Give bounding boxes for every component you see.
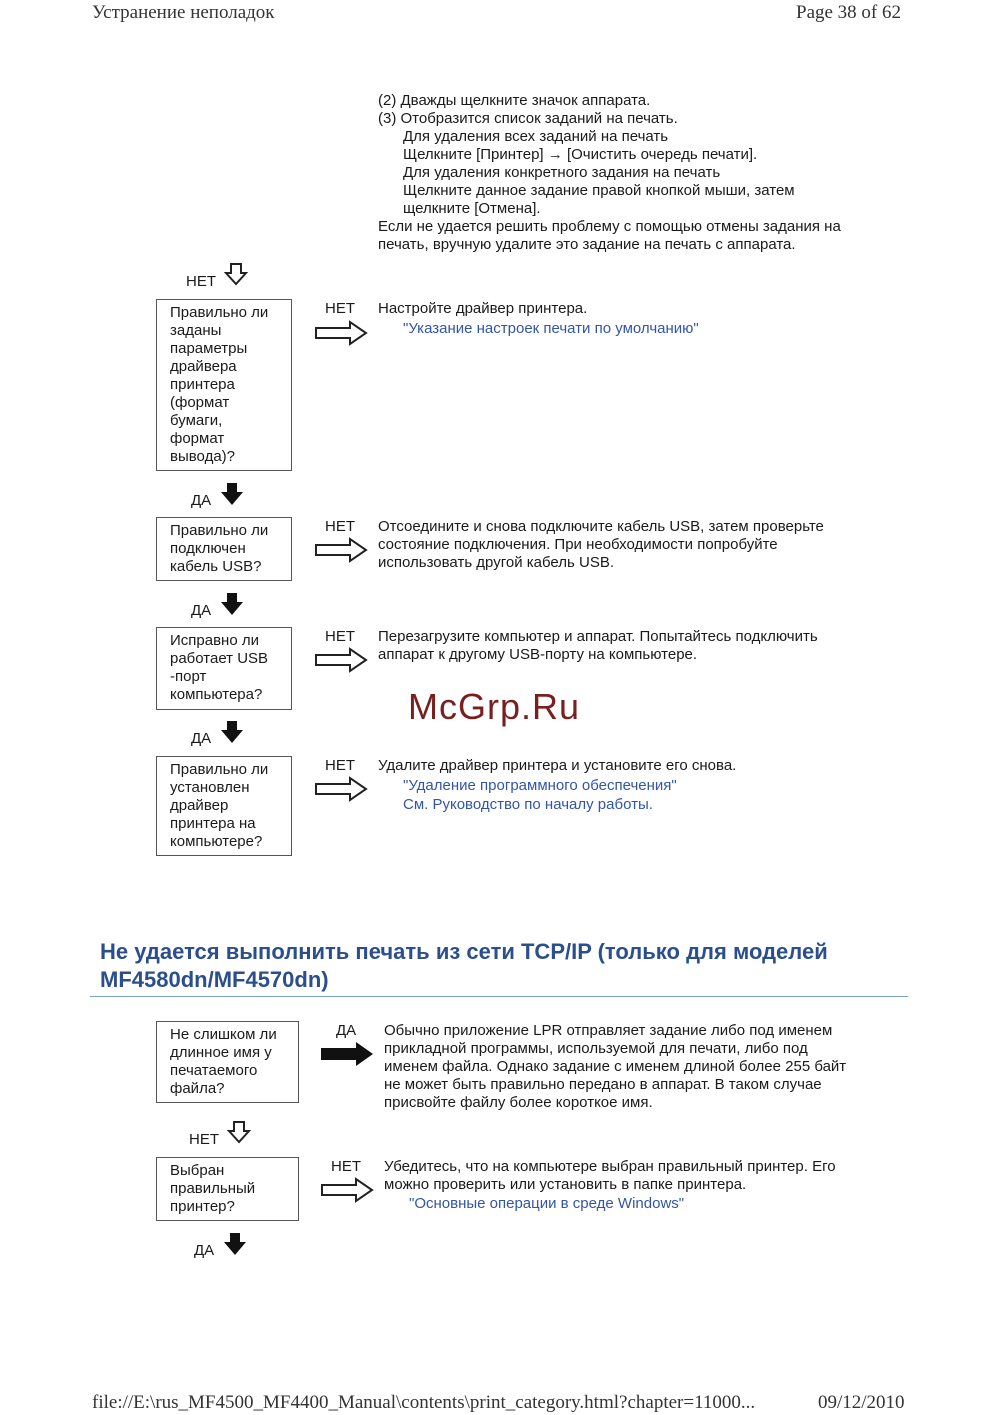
answer-block [384, 1158, 836, 1213]
question-box [156, 299, 292, 471]
answer-line: использовать другой кабель USB. [378, 554, 615, 571]
answer-block [378, 628, 818, 664]
step-line: Щелкните [Принтер] → [Очистить очередь печати]. [403, 146, 758, 163]
answer-line: Убедитесь, что на компьютере выбран правильный принтер. Его [384, 1158, 836, 1175]
no-label: НЕТ [325, 518, 355, 535]
hollow-right-arrow-icon [314, 647, 368, 673]
section-title: Не удается выполнить печать из сети TCP/IP (только для моделей MF4580dn/MF4570dn) [100, 939, 828, 992]
step-line: Если не удается решить проблему с помощью отмены задания на [378, 218, 841, 235]
answer-line: можно проверить или установить в папке принтера. [384, 1176, 747, 1193]
footer-file-path: file://E:\rus_MF4500_MF4400_Manual\contents\print_category.html?chapter=11000... [92, 1392, 756, 1413]
question-line: Правильно ли [170, 522, 269, 539]
question-line: файла? [170, 1080, 225, 1097]
question-line: печатаемого [170, 1062, 258, 1079]
yes-label: ДА [194, 1242, 215, 1259]
question-line: формат [170, 430, 225, 447]
section-divider [90, 996, 908, 997]
no-label: НЕТ [189, 1131, 219, 1148]
yes-label: ДА [336, 1022, 357, 1039]
watermark: McGrp.Ru [408, 686, 581, 727]
question-box [156, 756, 292, 856]
question-line: параметры [170, 340, 248, 357]
question-line: вывода)? [170, 448, 235, 465]
yes-label: ДА [191, 492, 212, 509]
question-line: -порт [170, 668, 207, 685]
question-line: Правильно ли [170, 304, 269, 321]
top-steps [378, 92, 841, 254]
step-line: Щелкните данное задание правой кнопкой мыши, затем [403, 182, 795, 199]
question-line: работает USB [170, 650, 269, 667]
page-number: Page 38 of 62 [796, 2, 902, 23]
question-line: (формат [170, 394, 230, 411]
question-line: Выбран [170, 1162, 225, 1179]
answer-line: Удалите драйвер принтера и установите его снова. [378, 757, 737, 774]
question-box [156, 627, 292, 710]
solid-right-arrow-icon [320, 1041, 374, 1067]
solid-down-arrow-icon [220, 482, 244, 506]
default-print-settings-link[interactable]: "Указание настроек печати по умолчанию" [403, 320, 699, 337]
hollow-down-arrow-icon [227, 1120, 251, 1144]
answer-block [378, 300, 699, 338]
step-line: печать, вручную удалите это задание на печать с аппарата. [378, 236, 796, 253]
hollow-right-arrow-icon [320, 1177, 374, 1203]
getting-started-guide-link[interactable]: См. Руководство по началу работы. [403, 796, 653, 813]
question-box [156, 1021, 299, 1103]
question-line: драйвер [170, 797, 229, 814]
answer-line: именем файла. Однако задание с именем длиной более 255 байт [384, 1058, 847, 1075]
question-line: Исправно ли [170, 632, 259, 649]
page-header-title: Устранение неполадок [92, 2, 275, 23]
step-line: щелкните [Отмена]. [403, 200, 541, 217]
question-line: драйвера [170, 358, 237, 375]
yes-label: ДА [191, 602, 212, 619]
hollow-right-arrow-icon [314, 776, 368, 802]
question-line: длинное имя у [170, 1044, 272, 1061]
answer-line: Настройте драйвер принтера. [378, 300, 588, 317]
step-line: (2) Дважды щелкните значок аппарата. [378, 92, 651, 109]
hollow-right-arrow-icon [314, 537, 368, 563]
answer-line: Отсоедините и снова подключите кабель USB, затем проверьте [378, 518, 824, 535]
footer-date: 09/12/2010 [818, 1392, 905, 1413]
answer-line: Перезагрузите компьютер и аппарат. Попытайтесь подключить [378, 628, 818, 645]
step-line: Для удаления конкретного задания на печать [403, 164, 721, 181]
question-line: правильный [170, 1180, 256, 1197]
answer-line: прикладной программы, используемой для печати, либо под [384, 1040, 808, 1057]
answer-line: присвойте файлу более короткое имя. [384, 1094, 653, 1111]
question-line: принтера [170, 376, 235, 393]
hollow-right-arrow-icon [314, 320, 368, 346]
question-line: Правильно ли [170, 761, 269, 778]
question-line: подключен [170, 540, 246, 557]
hollow-down-arrow-icon [224, 262, 248, 286]
question-line: компьютера? [170, 686, 263, 703]
answer-line: аппарат к другому USB-порту на компьютере. [378, 646, 698, 663]
question-line: принтера на [170, 815, 256, 832]
solid-down-arrow-icon [220, 592, 244, 616]
question-box [156, 517, 292, 581]
yes-label: ДА [191, 730, 212, 747]
solid-down-arrow-icon [220, 720, 244, 744]
solid-down-arrow-icon [223, 1232, 247, 1256]
windows-basic-operations-link[interactable]: "Основные операции в среде Windows" [409, 1195, 685, 1212]
question-line: принтер? [170, 1198, 235, 1215]
no-label: НЕТ [325, 757, 355, 774]
step-line: Для удаления всех заданий на печать [403, 128, 669, 145]
answer-line: не может быть правильно передано в аппарат. В таком случае [384, 1076, 822, 1093]
no-label: НЕТ [331, 1158, 361, 1175]
answer-block [384, 1022, 846, 1112]
question-line: компьютере? [170, 833, 263, 850]
no-label: НЕТ [325, 300, 355, 317]
no-label: НЕТ [186, 273, 216, 290]
question-line: кабель USB? [170, 558, 262, 575]
answer-line: Обычно приложение LPR отправляет задание либо под именем [384, 1022, 833, 1039]
question-box [156, 1157, 299, 1221]
answer-block [378, 518, 824, 572]
answer-block [378, 757, 736, 814]
step-line: (3) Отобразится список заданий на печать. [378, 110, 678, 127]
answer-line: состояние подключения. При необходимости попробуйте [378, 536, 778, 553]
question-line: заданы [170, 322, 222, 339]
question-line: установлен [170, 779, 250, 796]
question-line: Не слишком ли [170, 1026, 277, 1043]
question-line: бумаги, [170, 412, 223, 429]
uninstall-software-link[interactable]: "Удаление программного обеспечения" [403, 777, 677, 794]
no-label: НЕТ [325, 628, 355, 645]
